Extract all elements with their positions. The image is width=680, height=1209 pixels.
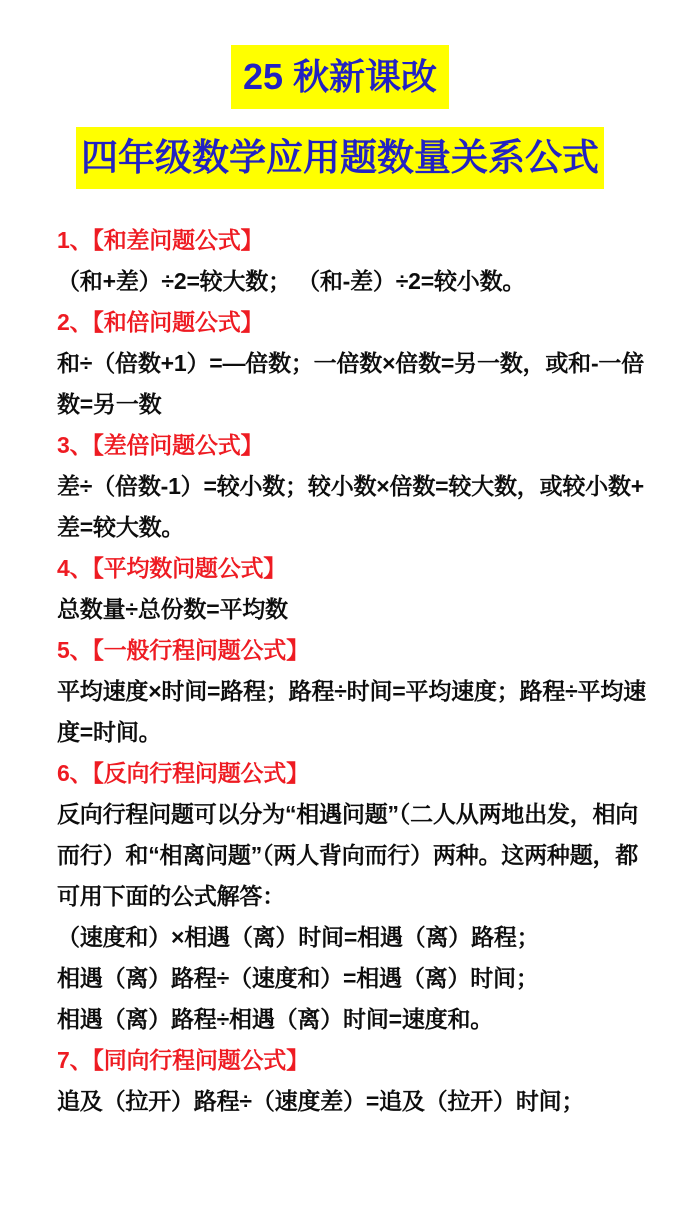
section-heading: 2、【和倍问题公式】 (57, 309, 264, 335)
formula-line: （速度和）×相遇（离）时间=相遇（离）路程； (57, 924, 540, 950)
formula-line: 平均速度×时间=路程；路程÷时间=平均速度；路程÷平均速 (57, 678, 646, 704)
formula-line: 总数量÷总份数=平均数 (57, 596, 288, 622)
section-heading: 1、【和差问题公式】 (57, 227, 264, 253)
formula-line: 追及（拉开）路程÷（速度差）=追及（拉开）时间； (57, 1088, 585, 1114)
formula-line: 相遇（离）路程÷相遇（离）时间=速度和。 (57, 1006, 494, 1032)
formula-line: 和÷（倍数+1）=—倍数；一倍数×倍数=另一数，或和-一倍 (57, 350, 645, 376)
section-heading: 7、【同向行程问题公式】 (57, 1047, 309, 1073)
formula-line: 差÷（倍数-1）=较小数；较小数×倍数=较大数，或较小数+ (57, 473, 645, 499)
formula-line: 度=时间。 (57, 719, 162, 745)
section-same-direction-travel (57, 1040, 670, 1122)
formula-line: 数=另一数 (57, 391, 162, 417)
section-heading: 3、【差倍问题公式】 (57, 432, 264, 458)
subtitle-row (0, 109, 680, 189)
formula-line: 而行）和“相离问题”（两人背向而行）两种。这两种题，都 (57, 842, 639, 868)
section-average (57, 548, 670, 630)
title-row (0, 0, 680, 109)
formula-line: 相遇（离）路程÷（速度和）=相遇（离）时间； (57, 965, 539, 991)
section-heading: 5、【一般行程问题公式】 (57, 637, 309, 663)
formula-line: 反向行程问题可以分为“相遇问题”（二人从两地出发，相向 (57, 801, 639, 827)
course-title-badge: 25 秋新课改 (231, 45, 449, 109)
section-sum-multiple (57, 302, 670, 425)
section-difference-multiple (57, 425, 670, 548)
worksheet-subtitle-badge: 四年级数学应用题数量关系公式 (76, 127, 604, 189)
formula-list (57, 220, 670, 1122)
section-sum-difference (57, 220, 670, 302)
formula-line: （和+差）÷2=较大数； （和-差）÷2=较小数。 (57, 268, 526, 294)
section-opposite-travel (57, 753, 670, 1040)
section-heading: 6、【反向行程问题公式】 (57, 760, 309, 786)
formula-line: 可用下面的公式解答： (57, 883, 286, 909)
formula-line: 差=较大数。 (57, 514, 185, 540)
section-general-travel (57, 630, 670, 753)
section-heading: 4、【平均数问题公式】 (57, 555, 287, 581)
